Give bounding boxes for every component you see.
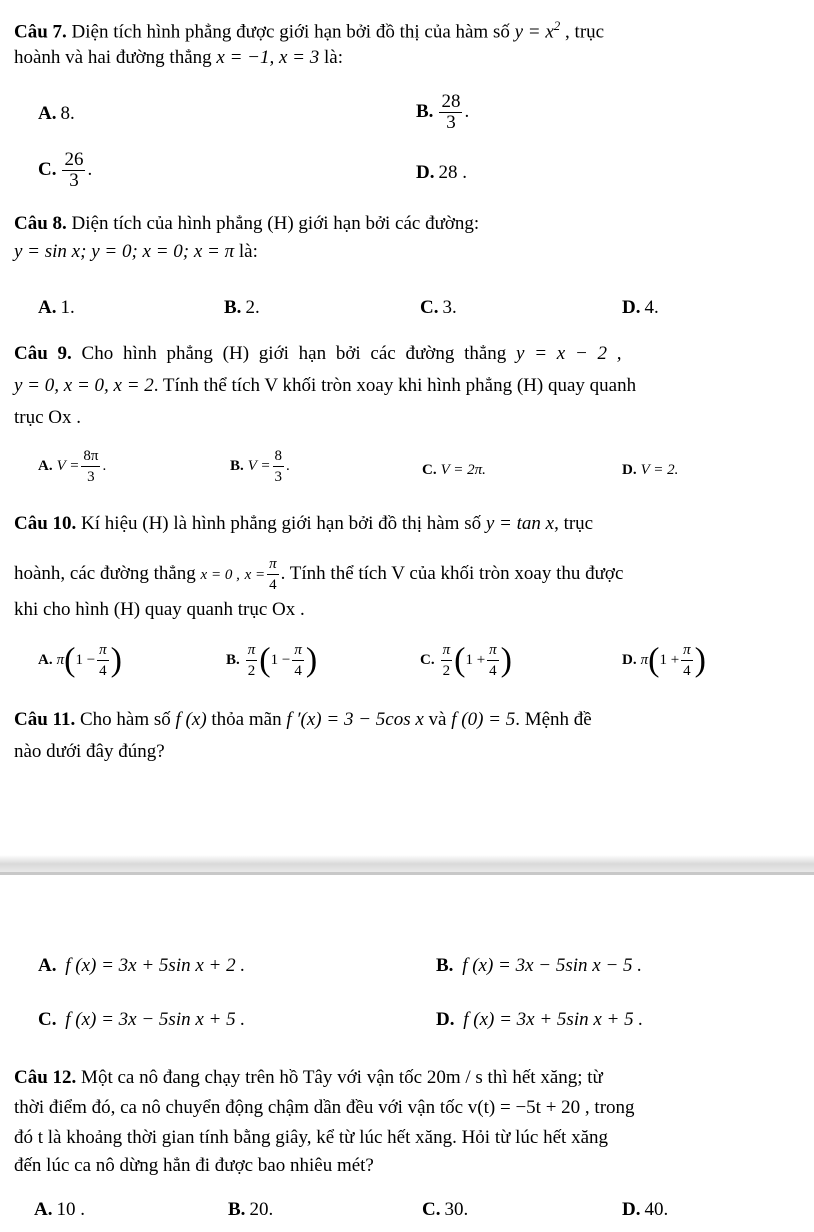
q11-text1b: thỏa mãn <box>211 709 282 730</box>
q12-line2-text: thời điểm đó, ca nô chuyển động chậm dần đều với vận tốc v(t) = −5t + 20 , trong <box>14 1097 635 1118</box>
q7-text2: hoành và hai đường thẳng <box>14 47 212 68</box>
q10-text1: Kí hiệu (H) là hình phẳng giới hạn bởi đồ thị hàm số <box>81 513 482 534</box>
option-pre: π <box>56 651 65 668</box>
q12-line1 <box>14 1066 603 1090</box>
q8-line2 <box>14 240 258 264</box>
q9-option-c[interactable] <box>422 458 486 482</box>
frac-den: 3 <box>69 170 79 191</box>
frac-den: 3 <box>274 469 283 485</box>
q11-text2: nào dưới đây đúng? <box>14 741 165 762</box>
option-value: f (x) = 3x + 5sin x + 2 . <box>65 955 246 976</box>
q7-option-a[interactable] <box>38 102 75 126</box>
option-tail: . <box>286 457 290 474</box>
q8-option-d[interactable] <box>622 296 659 320</box>
q10-text3: khi cho hình (H) quay quanh trục Ox . <box>14 599 305 620</box>
q7-func: y = x <box>514 21 554 43</box>
q10-text2b: . Tính thể tích V của khối tròn xoay thu được <box>280 562 624 584</box>
q7-text2b: là: <box>323 47 343 68</box>
q10-func: y = tan x <box>485 513 555 534</box>
option-value: f (x) = 3x + 5sin x + 5 . <box>463 1009 644 1030</box>
q10-option-b[interactable]: B. $\frac{\pi}{2}$ (1 − $\frac{\pi}{4}$ ) <box>226 641 318 679</box>
option-label: A. <box>38 651 53 668</box>
option-inner: 1 − <box>75 651 96 668</box>
q7-option-b[interactable] <box>416 92 469 133</box>
frac-num: π <box>267 554 279 575</box>
q11-deriv: f ′(x) = 3 − 5cos x <box>286 709 424 730</box>
option-tail: . <box>102 457 107 474</box>
q10-option-d[interactable]: D. π(1 + $\frac{\pi}{4}$ ) <box>622 641 706 679</box>
q11-and: và <box>428 709 447 730</box>
option-value: V = 2. <box>640 462 679 478</box>
option-value: 2. <box>245 297 260 318</box>
option-inner: 1 − <box>270 651 291 668</box>
frac-num: 8π <box>81 446 100 467</box>
frac-num: 26 <box>64 149 84 170</box>
q9-eq2: y = 0, x = 0, x = 2 <box>14 375 154 396</box>
option-label: A. <box>38 955 57 976</box>
q11-init: f (0) = 5 <box>451 709 516 730</box>
q11-option-a[interactable] <box>38 954 245 978</box>
q10-label: Câu 10. <box>14 513 77 534</box>
q12-line4-text: đến lúc ca nô dừng hẳn đi được bao nhiêu mét? <box>14 1155 374 1176</box>
option-tail: . <box>87 158 93 180</box>
option-label: C. <box>38 1009 57 1030</box>
q12-option-d[interactable] <box>622 1198 668 1222</box>
q10-text1b: , trục <box>554 513 594 534</box>
option-label: A. <box>38 103 57 124</box>
option-label: A. <box>38 297 57 318</box>
q10-x0: x = 0 , <box>200 566 240 583</box>
q9-line2 <box>14 374 636 398</box>
frac-den: 3 <box>87 469 95 485</box>
q11-text1c: . Mệnh đề <box>515 709 592 730</box>
option-label: D. <box>416 162 435 183</box>
q12-line4 <box>14 1154 374 1178</box>
option-value: 4. <box>644 297 659 318</box>
q12-line3-text: đó t là khoảng thời gian tính bằng giây, kể từ lúc hết xăng. Hỏi từ lúc hết xăng <box>14 1127 609 1148</box>
option-label: A. <box>38 457 53 474</box>
q8-text1: Diện tích của hình phẳng (H) giới hạn bởi các đường: <box>71 213 480 234</box>
option-pre: V = <box>247 457 271 474</box>
q10-line1 <box>14 512 593 536</box>
q12-option-c[interactable] <box>422 1198 468 1222</box>
q11-option-b[interactable] <box>436 954 642 978</box>
option-label: C. <box>420 297 439 318</box>
option-label: D. <box>622 651 637 668</box>
option-label: B. <box>224 297 242 318</box>
q7-option-d[interactable] <box>416 161 467 185</box>
q11-fx: f (x) <box>175 709 207 730</box>
option-tail: . <box>464 100 470 122</box>
frac-den: 4 <box>269 577 277 593</box>
option-value: 8. <box>60 103 75 124</box>
q8-option-a[interactable] <box>38 296 75 320</box>
option-pre: V = <box>56 457 80 474</box>
option-label: A. <box>34 1199 53 1220</box>
q7-text1b: , trục <box>565 21 605 43</box>
q7-line2 <box>14 46 343 70</box>
option-label: B. <box>230 457 244 474</box>
option-value: 30. <box>444 1199 469 1220</box>
frac-num: 28 <box>441 91 461 112</box>
q9-label: Câu 9. <box>14 343 72 364</box>
q7-option-c[interactable] <box>38 150 92 191</box>
option-value: f (x) = 3x − 5sin x + 5 . <box>65 1009 246 1030</box>
option-label: D. <box>436 1009 455 1030</box>
q9-text2: . Tính thể tích V khối tròn xoay khi hình phẳng (H) quay quanh <box>153 375 637 396</box>
option-label: B. <box>228 1199 246 1220</box>
q12-line2 <box>14 1096 635 1120</box>
option-value: 3. <box>442 297 457 318</box>
option-value: 20. <box>249 1199 274 1220</box>
q7-lines: x = −1, x = 3 <box>216 47 320 68</box>
q9-eq1: y = x − 2 , <box>516 343 622 364</box>
option-label: B. <box>436 955 454 976</box>
q8-label: Câu 8. <box>14 213 67 234</box>
option-pre: π <box>640 651 649 668</box>
q12-label: Câu 12. <box>14 1067 77 1088</box>
option-label: B. <box>226 651 240 668</box>
option-label: C. <box>38 158 57 180</box>
q8-line1 <box>14 212 479 236</box>
q7-text: Diện tích hình phẳng được giới hạn bởi đồ thị của hàm số <box>71 21 510 43</box>
q11-text1: Cho hàm số <box>80 709 171 730</box>
q9-text3: trục Ox . <box>14 407 82 428</box>
q11-option-d[interactable] <box>436 1008 643 1032</box>
option-value: 40. <box>644 1199 669 1220</box>
q8-option-c[interactable] <box>420 296 457 320</box>
option-label: D. <box>622 297 641 318</box>
q9-option-d[interactable] <box>622 458 678 482</box>
option-value: 1. <box>60 297 75 318</box>
q8-option-b[interactable] <box>224 296 260 320</box>
q12-line1-text: Một ca nô đang chạy trên hồ Tây với vận tốc 20m / s thì hết xăng; từ <box>81 1067 603 1088</box>
q8-eq: y = sin x; y = 0; x = 0; x = π <box>14 241 235 262</box>
option-label: C. <box>422 462 437 478</box>
q11-label: Câu 11. <box>14 709 76 730</box>
option-label: B. <box>416 100 434 122</box>
q11-option-c[interactable] <box>38 1008 245 1032</box>
option-label: C. <box>422 1199 441 1220</box>
q10-line2 <box>14 554 623 595</box>
q9-line1 <box>14 342 622 366</box>
option-value: 10 . <box>56 1199 85 1220</box>
q10-x1: x = <box>244 566 266 583</box>
option-inner: 1 + <box>659 651 680 668</box>
q11-line1 <box>14 708 592 732</box>
option-value: 28 . <box>438 162 467 183</box>
option-value: V = 2π. <box>440 462 486 478</box>
q7-label: Câu 7. <box>14 21 67 43</box>
frac-num: 8 <box>273 446 285 467</box>
q10-option-c[interactable]: C. $\frac{\pi}{2}$ (1 + $\frac{\pi}{4}$ ) <box>420 641 512 679</box>
option-label: C. <box>420 651 435 668</box>
q10-line3 <box>14 598 305 622</box>
q12-option-a[interactable] <box>34 1198 85 1222</box>
q11-line2 <box>14 740 165 764</box>
page-divider <box>0 872 814 875</box>
q9-text1: Cho hình phẳng (H) giới hạn bởi các đường thẳng <box>81 343 507 364</box>
q9-line3 <box>14 406 81 430</box>
q10-text2a: hoành, các đường thẳng <box>14 562 196 584</box>
q8-text2: là: <box>238 241 258 262</box>
q7-line1 <box>14 14 604 44</box>
option-label: D. <box>622 1199 641 1220</box>
q7-exp: 2 <box>553 18 561 33</box>
q10-option-a[interactable]: A. π(1 − $\frac{\pi}{4}$ ) <box>38 641 122 679</box>
option-value: f (x) = 3x − 5sin x − 5 . <box>462 955 643 976</box>
q12-line3 <box>14 1126 608 1150</box>
q12-option-b[interactable] <box>228 1198 273 1222</box>
q9-option-b[interactable] <box>230 446 290 487</box>
q9-option-a[interactable] <box>38 446 106 487</box>
option-label: D. <box>622 462 637 478</box>
option-inner: 1 + <box>465 651 486 668</box>
frac-den: 3 <box>446 112 456 133</box>
